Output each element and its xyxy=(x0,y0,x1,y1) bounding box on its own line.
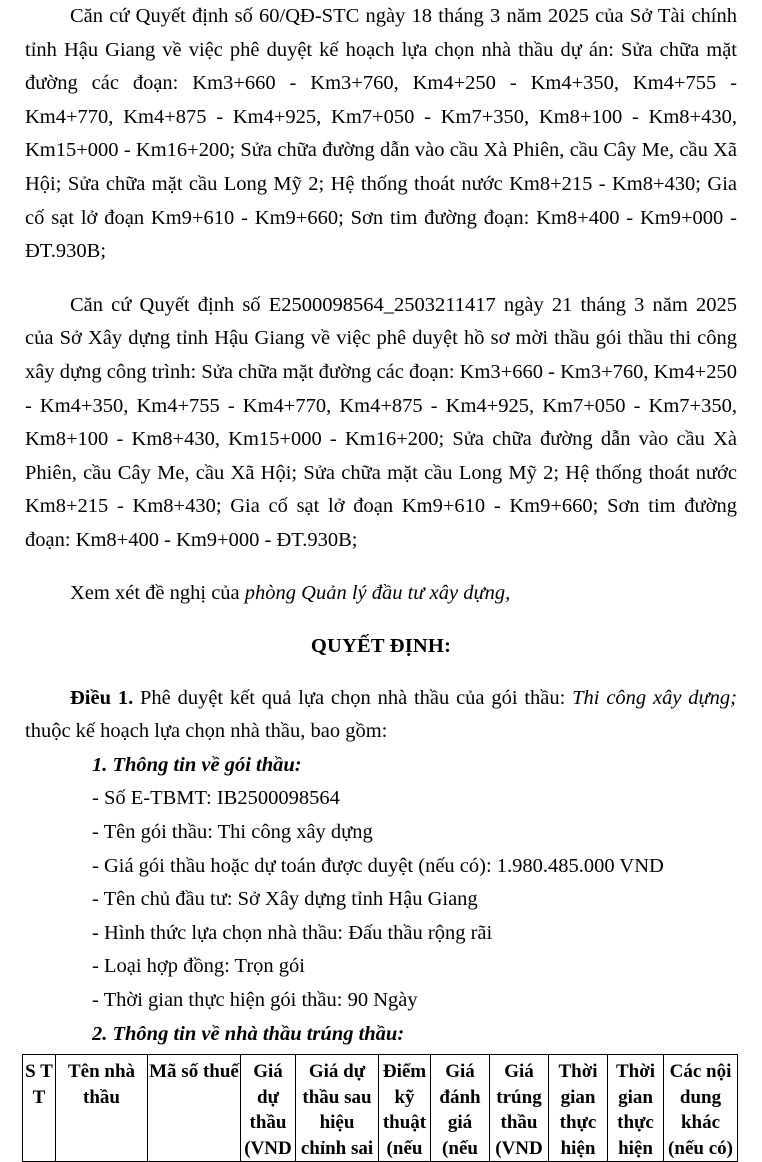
list-item: - Thời gian thực hiện gói thầu: 90 Ngày xyxy=(92,989,418,1012)
section-1-heading: 1. Thông tin về gói thầu: xyxy=(92,753,302,776)
column-header-execution-time-1: Thời gian thực hiện xyxy=(549,1055,608,1162)
list-item: - Hình thức lựa chọn nhà thầu: Đấu thầu rộng rãi xyxy=(92,921,493,944)
article-1-package-name: Thi công xây dựng; xyxy=(572,686,737,709)
column-header-other-contents: Các nội dung khác (nếu có) xyxy=(664,1055,738,1162)
decision-heading: QUYẾT ĐỊNH: xyxy=(310,635,452,658)
column-header-tax-code: Mã số thuế xyxy=(148,1055,241,1162)
article-1-text-after: thuộc kế hoạch lựa chọn nhà thầu, bao gồm: xyxy=(25,720,388,743)
column-header-stt: S T T xyxy=(23,1055,56,1162)
article-1-label: Điều 1. xyxy=(70,686,134,709)
table-header-row xyxy=(23,1055,738,1162)
winning-bidder-table xyxy=(22,1054,738,1162)
list-item: - Tên chủ đầu tư: Sở Xây dựng tỉnh Hậu Giang xyxy=(92,888,478,911)
table-header xyxy=(23,1055,738,1162)
column-header-corrected-price: Giá dự thầu sau hiệu chỉnh sai xyxy=(296,1055,379,1162)
column-header-bidder-name: Tên nhà thầu xyxy=(56,1055,148,1162)
column-header-bid-price: Giá dự thầu (VND xyxy=(241,1055,296,1162)
column-header-evaluated-price: Giá đánh giá (nếu xyxy=(431,1055,490,1162)
list-item: - Số E-TBMT: IB2500098564 xyxy=(92,787,340,810)
consideration-lead-text: Xem xét đề nghị của xyxy=(70,581,245,604)
bid-table-container xyxy=(0,1054,762,1162)
list-item: - Giá gói thầu hoặc dự toán được duyệt (nếu có): 1.980.485.000 VND xyxy=(92,854,664,877)
paragraph-consideration xyxy=(25,577,737,611)
section-2-heading: 2. Thông tin về nhà thầu trúng thầu: xyxy=(92,1022,405,1045)
paragraph-basis-1: Căn cứ Quyết định số 60/QĐ-STC ngày 18 tháng 3 năm 2025 của Sở Tài chính tỉnh Hậu Giang về việc phê duyệt kế hoạch lựa chọn nhà thầu dự án: Sửa chữa mặt đường các đoạn: Km3+660 - Km3+760, Km4+250 - Km4+350, Km4+755 - Km4+770, Km4+875 - Km4+925, Km7+050 - Km7+350, Km8+100 - Km8+430, Km15+000 - Km16+200; Sửa chữa đường dẫn vào cầu Xà Phiên, cầu Cây Me, cầu Xã Hội; Sửa chữa mặt cầu Long Mỹ 2; Hệ thống thoát nước Km8+215 - Km8+430; Gia cố sạt lở đoạn Km9+610 - Km9+660; Sơn tim đường đoạn: Km8+400 - Km9+000 - ĐT.930B; xyxy=(25,5,737,263)
consideration-department-name: phòng Quản lý đầu tư xây dựng, xyxy=(244,581,511,604)
column-header-execution-time-2: Thời gian thực hiện xyxy=(608,1055,664,1162)
document-body xyxy=(25,0,737,1051)
paragraph-article-1 xyxy=(25,682,737,749)
paragraph-basis-2: Căn cứ Quyết định số E2500098564_2503211417 ngày 21 tháng 3 năm 2025 của Sở Xây dựng tỉnh Hậu Giang về việc phê duyệt hồ sơ mời thầu gói thầu thi công xây dựng công trình: Sửa chữa mặt đường các đoạn: Km3+660 - Km3+760, Km4+250 - Km4+350, Km4+755 - Km4+770, Km4+875 - Km4+925, Km7+050 - Km7+350, Km8+100 - Km8+430, Km15+000 - Km16+200; Sửa chữa đường dẫn vào cầu Xà Phiên, cầu Cây Me, cầu Xã Hội; Sửa chữa mặt cầu Long Mỹ 2; Hệ thống thoát nước Km8+215 - Km8+430; Gia cố sạt lở đoạn Km9+610 - Km9+660; Sơn tim đường đoạn: Km8+400 - Km9+000 - ĐT.930B; xyxy=(25,293,737,551)
list-item: - Loại hợp đồng: Trọn gói xyxy=(92,955,306,978)
article-1-text-before: Phê duyệt kết quả lựa chọn nhà thầu của gói thầu: xyxy=(133,686,573,709)
column-header-technical-score: Điểm kỹ thuật (nếu xyxy=(379,1055,431,1162)
list-item: - Tên gói thầu: Thi công xây dựng xyxy=(92,821,373,844)
column-header-winning-price: Giá trúng thầu (VND xyxy=(490,1055,549,1162)
